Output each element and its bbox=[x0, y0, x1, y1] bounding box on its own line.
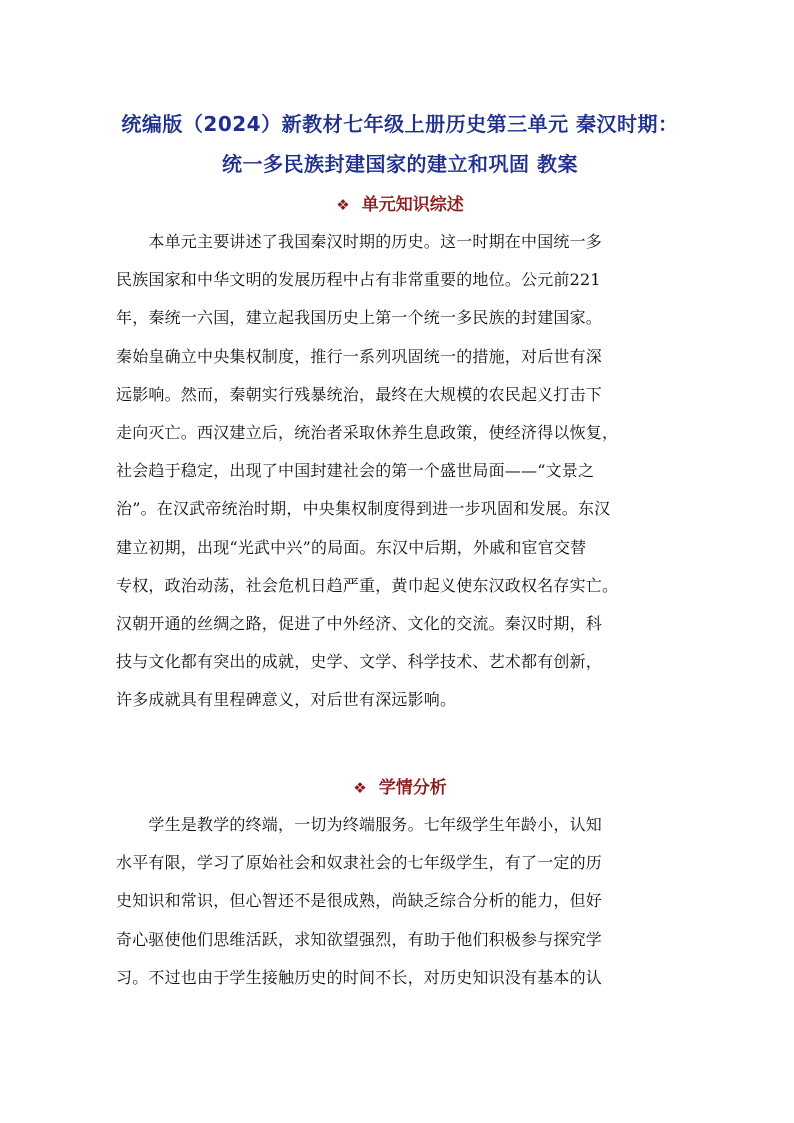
title-line-2: 统一多民族封建国家的建立和巩固 教案 bbox=[222, 152, 578, 176]
paragraph-line: 建立初期，出现“光武中兴”的局面。东汉中后期，外戚和宦官交替 bbox=[116, 537, 587, 557]
paragraph-line: 技与文化都有突出的成就，史学、文学、科学技术、艺术都有创新， bbox=[116, 652, 603, 672]
section-heading-text: 单元知识综述 bbox=[361, 195, 464, 215]
paragraph-line: 许多成就具有里程碑意义，对后世有深远影响。 bbox=[116, 690, 457, 710]
paragraph-line: 走向灭亡。西汉建立后，统治者采取休养生息政策，使经济得以恢复， bbox=[116, 422, 619, 442]
paragraph-line: 汉朝开通的丝绸之路，促进了中外经济、文化的交流。秦汉时期，科 bbox=[116, 613, 603, 633]
diamond-bullet-icon: ❖ bbox=[336, 196, 350, 214]
paragraph-line: 奇心驱使他们思维活跃，求知欲望强烈，有助于他们积极参与探究学 bbox=[116, 929, 603, 949]
paragraph-line: 治”。在汉武帝统治时期，中央集权制度得到进一步巩固和发展。东汉 bbox=[116, 499, 611, 519]
paragraph-line: 学生是教学的终端，一切为终端服务。七年级学生年龄小，认知 bbox=[116, 815, 603, 834]
paragraph-line: 史知识和常识，但心智还不是很成熟，尚缺乏综合分析的能力，但好 bbox=[116, 891, 603, 911]
title-line-1: 统编版（2024）新教材七年级上册历史第三单元 秦汉时期： bbox=[121, 112, 679, 136]
paragraph-line: 水平有限，学习了原始社会和奴隶社会的七年级学生，有了一定的历 bbox=[116, 853, 603, 873]
paragraph-line: 年，秦统一六国，建立起我国历史上第一个统一多民族的封建国家。 bbox=[116, 308, 603, 328]
paragraph-line: 本单元主要讲述了我国秦汉时期的历史。这一时期在中国统一多 bbox=[116, 232, 603, 251]
section-heading-text: 学情分析 bbox=[378, 778, 447, 798]
paragraph-line: 秦始皇确立中央集权制度，推行一系列巩固统一的措施，对后世有深 bbox=[116, 346, 603, 366]
paragraph-overview bbox=[116, 223, 696, 719]
paragraph-line: 民族国家和中华文明的发展历程中占有非常重要的地位。公元前221 bbox=[116, 270, 601, 290]
paragraph-analysis bbox=[116, 806, 696, 997]
diamond-bullet-icon: ❖ bbox=[353, 779, 367, 797]
document-title bbox=[100, 104, 700, 184]
section-heading-overview bbox=[100, 190, 700, 215]
paragraph-line: 专权，政治动荡，社会危机日趋严重，黄巾起义使东汉政权名存实亡。 bbox=[116, 575, 619, 595]
paragraph-line: 远影响。然而，秦朝实行残暴统治，最终在大规模的农民起义打击下 bbox=[116, 384, 603, 404]
section-heading-analysis bbox=[100, 773, 700, 798]
paragraph-line: 社会趋于稳定，出现了中国封建社会的第一个盛世局面——“文景之 bbox=[116, 461, 595, 481]
paragraph-line: 习。不过也由于学生接触历史的时间不长，对历史知识没有基本的认 bbox=[116, 967, 603, 987]
